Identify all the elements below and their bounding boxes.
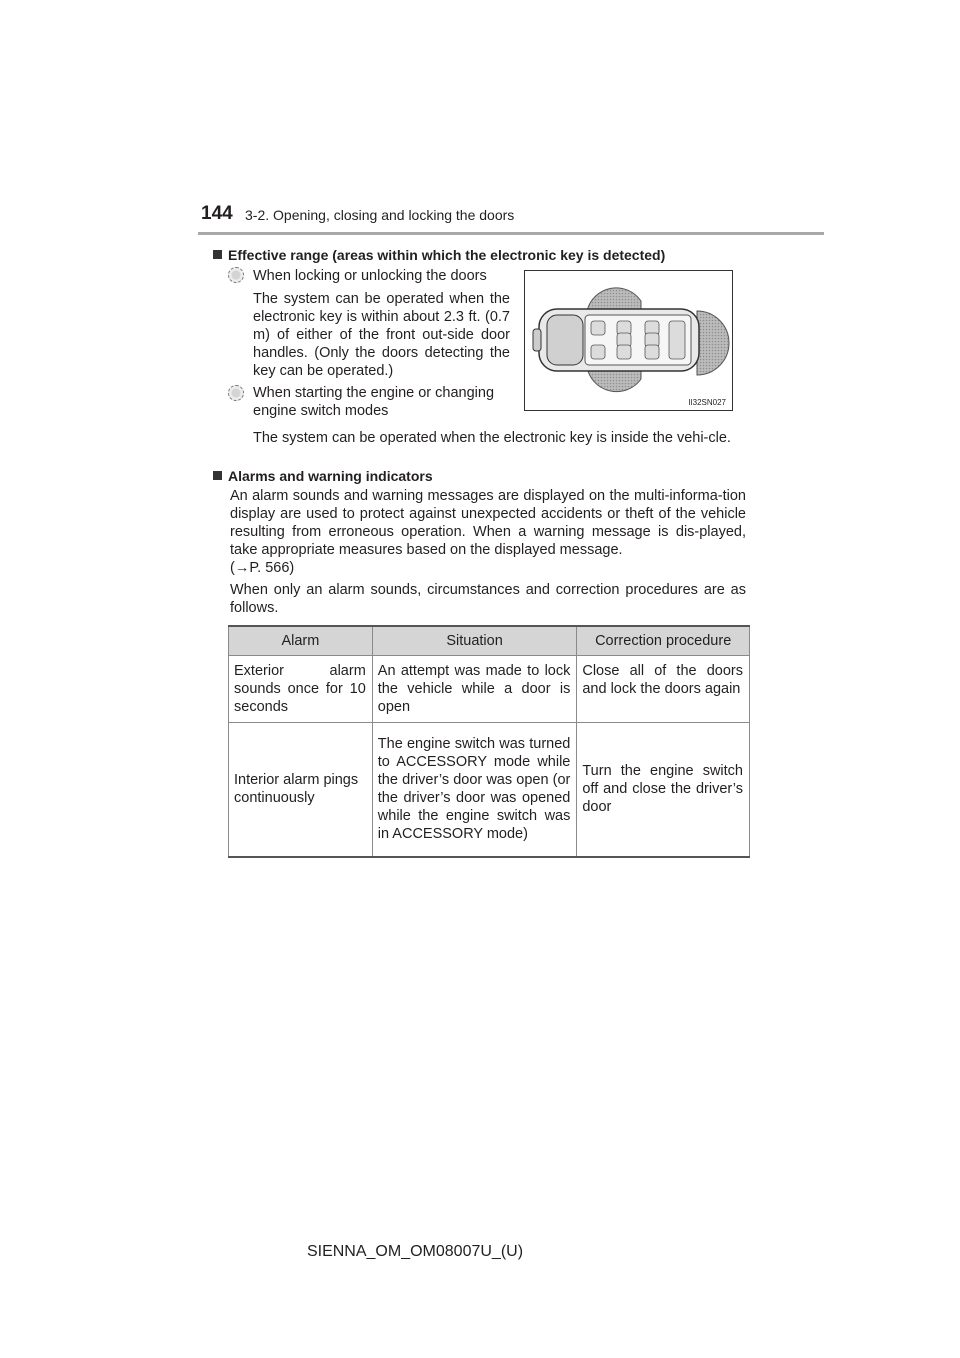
column-header-situation: Situation — [372, 626, 577, 656]
rear-detection-area — [697, 311, 729, 375]
vehicle-top-view-illustration — [525, 271, 732, 410]
item2-body: The system can be operated when the electronic key is inside the vehi-cle. — [253, 430, 731, 446]
table-row — [229, 723, 750, 857]
column-header-correction: Correction procedure — [577, 626, 750, 656]
item2-title: When starting the engine or changing engine switch modes — [253, 385, 495, 419]
item1-title: When locking or unlocking the doors — [253, 268, 487, 284]
page-number: 144 — [201, 203, 233, 224]
figure-label: II32SN027 — [688, 398, 726, 407]
column-header-alarm: Alarm — [229, 626, 373, 656]
effective-range-heading: Effective range (areas within which the electronic key is detected) — [213, 247, 665, 263]
square-bullet-icon — [213, 250, 222, 259]
front-door-detection-area-top — [587, 288, 641, 311]
alarms-paragraph-1: An alarm sounds and warning messages are displayed on the multi-informa-tion display are used to protect against unexpected accidents or theft of the vehicle resulting from erroneous operation. When a warning message is dis-played, take appropriate measures based on the displayed message. — [230, 488, 746, 558]
section-title: 3-2. Opening, closing and locking the doors — [245, 207, 515, 223]
alarm-table — [228, 625, 750, 858]
item1-body: The system can be operated when the electronic key is within about 2.3 ft. (0.7 m) of either of the front out-side door handles. (Only the doors detecting the key can be operated.) — [253, 291, 510, 379]
table-row — [229, 656, 750, 723]
table-cell: The engine switch was turned to ACCESSORY mode while the driver’s door was open (or the driver’s door was opened while the engine switch was in ACCESSORY mode) — [372, 723, 577, 857]
table-cell: Exterior alarm sounds once for 10 seconds — [229, 656, 373, 723]
detection-area-icon — [228, 385, 244, 401]
document-code: SIENNA_OM_OM08007U_(U) — [306, 1243, 524, 1260]
square-bullet-icon — [213, 471, 222, 480]
detection-area-icon — [228, 267, 244, 283]
table-cell: Close all of the doors and lock the doors again — [577, 656, 750, 723]
table-cell: Interior alarm pings continuously — [229, 723, 373, 857]
page-reference: (→P. 566) — [230, 560, 295, 576]
header-divider — [198, 232, 824, 235]
table-header-row — [229, 626, 750, 656]
table-cell: Turn the engine switch off and close the driver’s door — [577, 723, 750, 857]
alarms-paragraph-2: When only an alarm sounds, circumstances and correction procedures are as follows. — [230, 582, 746, 616]
vehicle-detection-figure — [524, 270, 733, 411]
alarms-heading: Alarms and warning indicators — [213, 468, 433, 484]
table-cell: An attempt was made to lock the vehicle while a door is open — [372, 656, 577, 723]
